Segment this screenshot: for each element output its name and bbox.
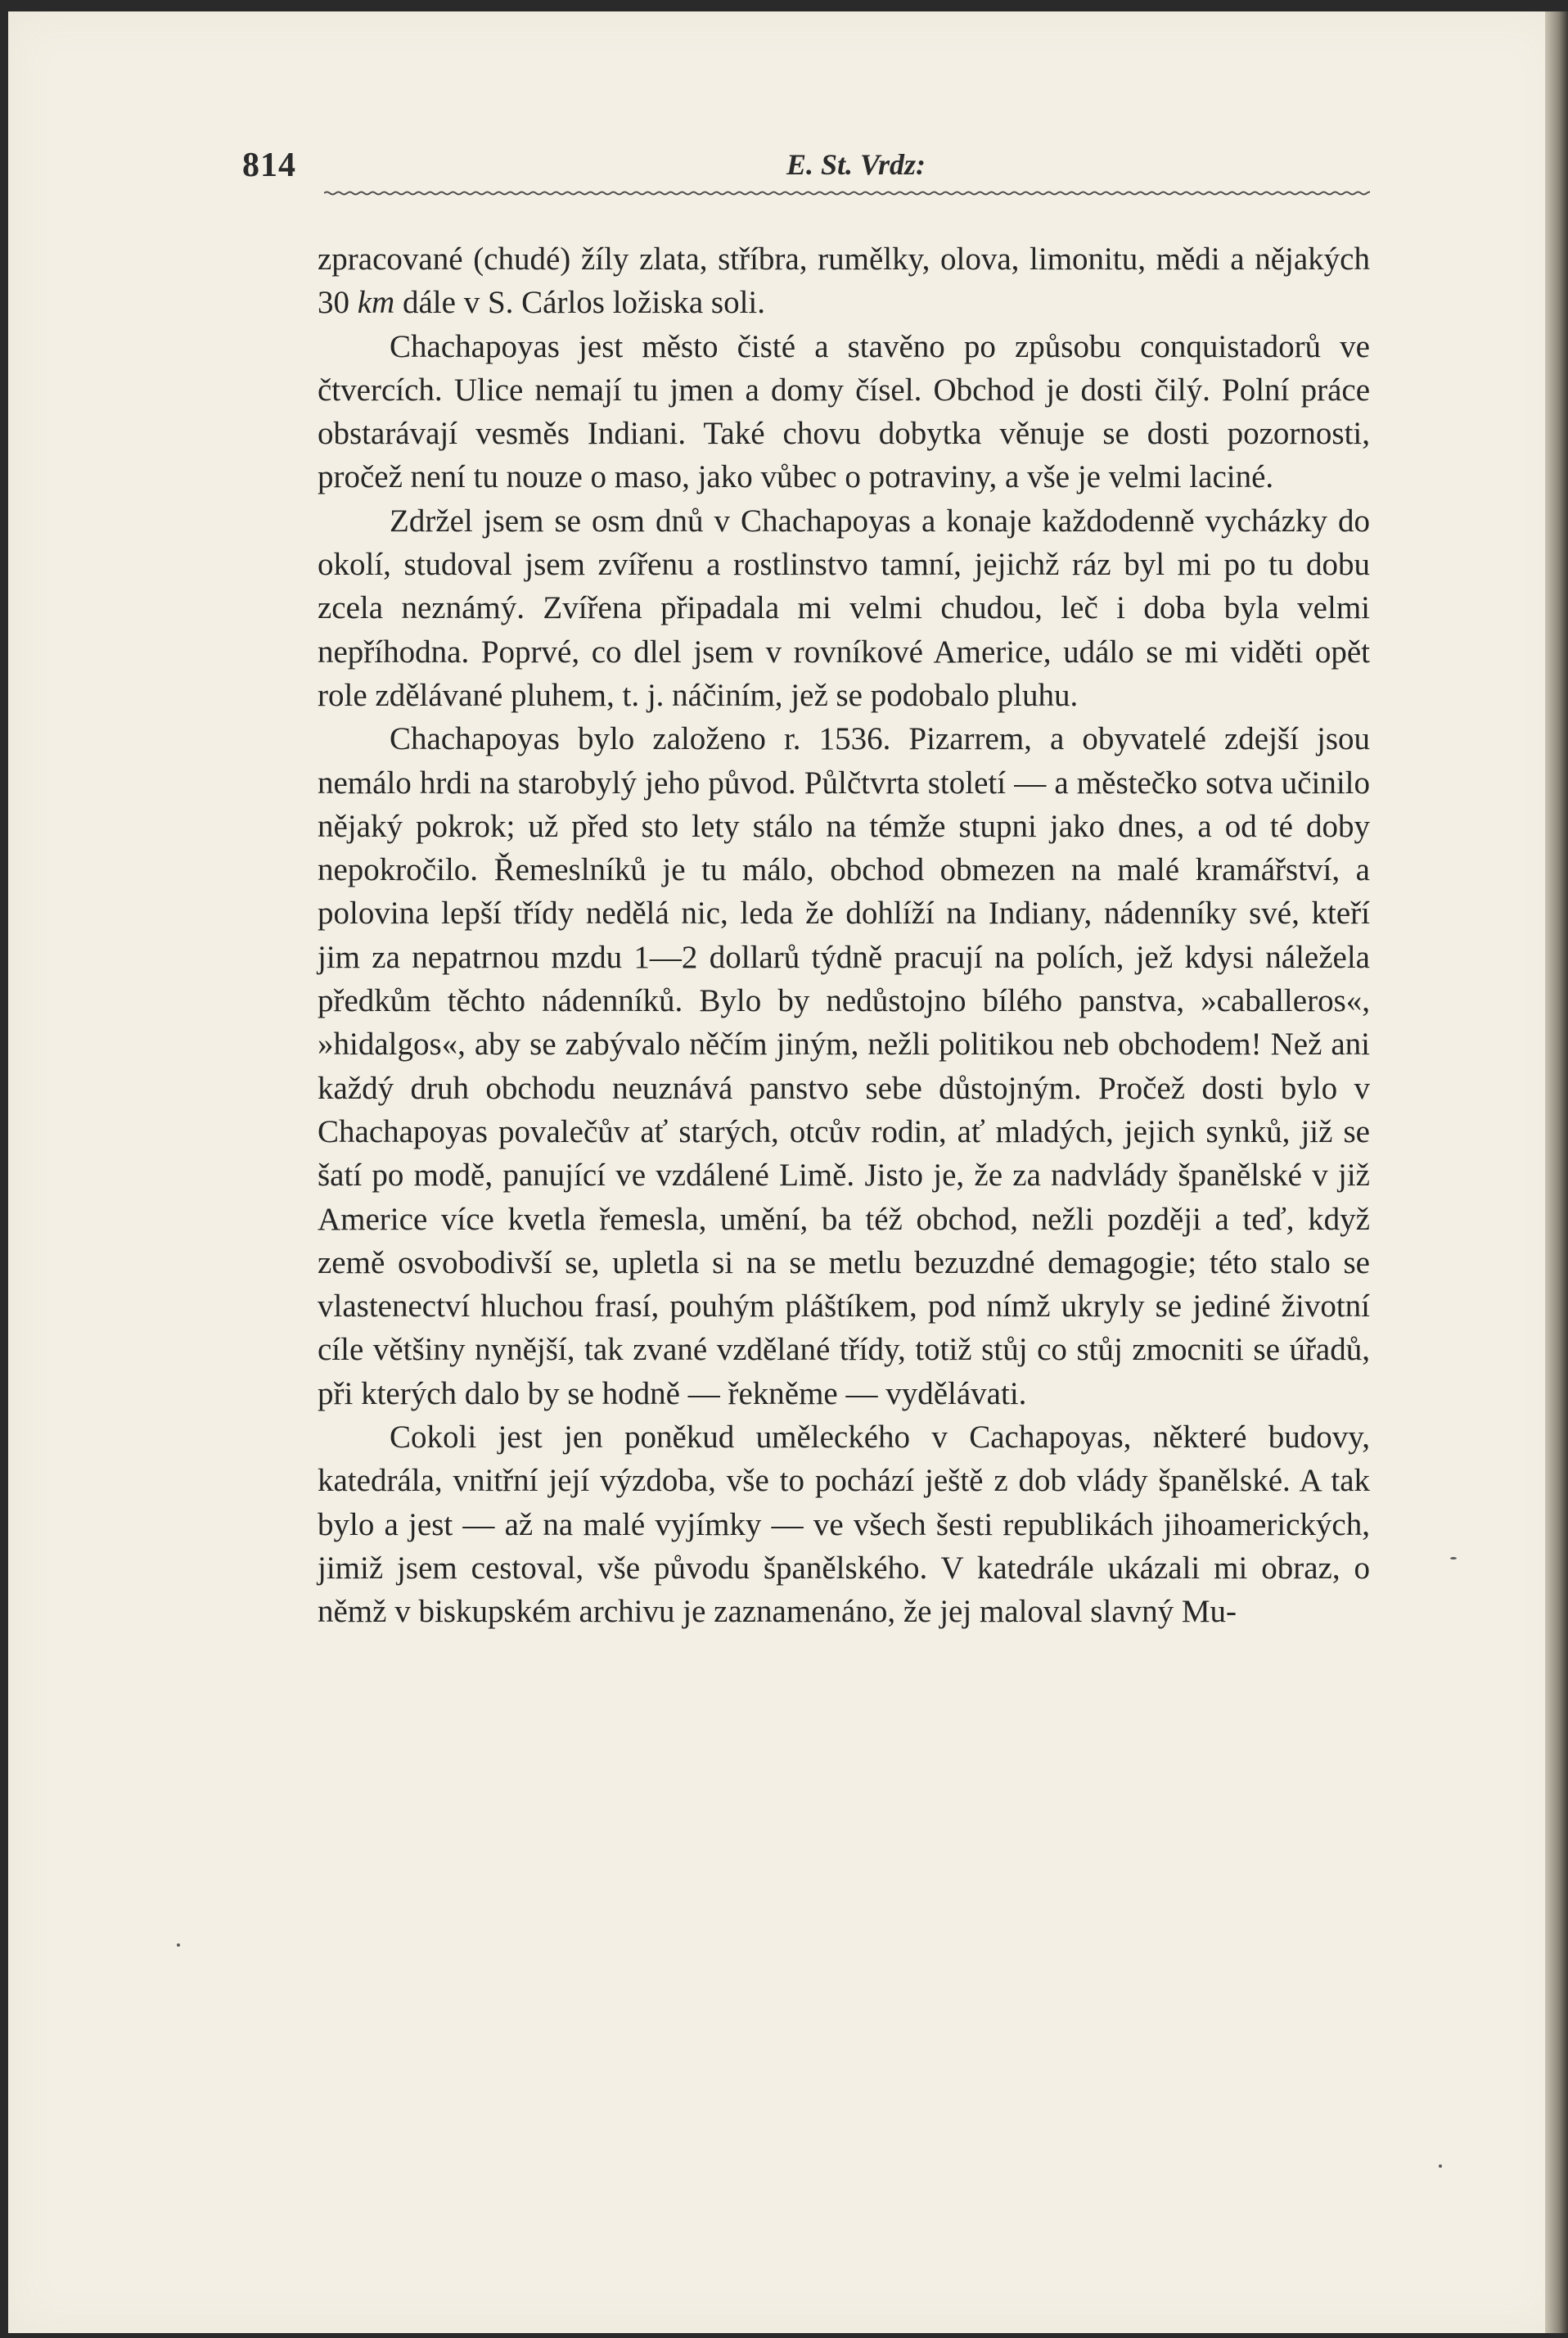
page-header — [242, 146, 1372, 195]
body-text — [318, 237, 1370, 1634]
wavy-rule-divider — [324, 188, 1370, 198]
paragraph: zpracované (chudé) žíly zlata, stříbra, rumělky, olova, limonitu, mědi a nějakých 30 km dále v S. Cárlos ložiska soli. — [318, 241, 1370, 321]
speck — [1439, 2164, 1442, 2168]
paragraph: Zdržel jsem se osm dnů v Chachapoyas a konaje každodenně vycházky do okolí, studoval jsem zvířenu a rostlinstvo tamní, jejichž ráz byl mi po tu dobu zcela neznámý. Zvířena připadala mi velmi chudou, leč i doba byla velmi nepříhodna. Poprvé, co dlel jsem v rovníkové Americe, událo se mi viděti opět role zdělávané pluhem, t. j. náčiním, jež se podobalo pluhu. — [318, 503, 1370, 713]
unit-km: km — [357, 285, 395, 321]
paragraph: Cokoli jest jen poněkud uměleckého v Cachapoyas, některé budovy, katedrála, vnitřní její výzdoba, vše to pochází ještě z dob vlády španělské. A tak bylo a jest — až na malé vyjímky — ve všech šesti republikách jihoamerických, jimiž jsem cestoval, vše původu španělského. V katedrále ukázali mi obraz, o němž v biskupském archivu je zaznamenáno, že jej maloval slavný Mu- — [318, 1420, 1370, 1630]
book-edge — [1545, 11, 1568, 2333]
paragraph: Chachapoyas jest město čisté a stavěno po způsobu conquistadorů ve čtvercích. Ulice nemají tu jmen a domy čísel. Obchod je dosti čilý. Polní práce obstarávají vesměs Indiani. Také chovu dobytka věnuje se dosti pozornosti, pročež není tu nouze o maso, jako vůbec o potraviny, a vše je velmi laciné. — [318, 328, 1370, 495]
page-number: 814 — [242, 147, 296, 184]
running-head: E. St. Vrdz: — [786, 148, 926, 181]
speck — [1450, 1557, 1457, 1559]
speck — [177, 1943, 180, 1947]
paragraph: Chachapoyas bylo založeno r. 1536. Pizarrem, a obyvatelé zdejší jsou nemálo hrdi na starobylý jeho původ. Půlčtvrta století — a městečko sotva učinilo nějaký pokrok; už před sto lety stálo na témže stupni jako dnes, a od té doby nepokročilo. Řemeslníků je tu málo, obchod obmezen na malé kramářství, a polovina lepší třídy nedělá nic, leda že dohlíží na Indiany, nádenníky své, kteří jim za nepatrnou mzdu 1—2 dollarů týdně pracují na polích, jež kdysi náležela předkům těchto nádenníků. Bylo by nedůstojno bílého panstva, »caballeros«, »hidalgos«, aby se zabývalo něčím jiným, nežli politikou neb obchodem! Než ani každý druh obchodu neuznává panstvo sebe důstojným. Pročež dosti bylo v Chachapoyas povalečův ať starých, otcův rodin, ať mladých, jejich synků, již se šatí po modě, panující ve vzdálené Limě. Jisto je, že za nadvlády španělské v již Americe více kvetla řemesla, umění, ba též obchod, nežli později a teď, když země osvobodivší se, upletla si na se metlu bezuzdné demagogie; této stalo se vlastenectví hluchou frasí, pouhým pláštíkem, pod nímž ukryly se jediné životní cíle většiny nynější, tak zvané vzdělané třídy, totiž stůj co stůj zmocniti se úřadů, při kterých dalo by se hodně — řekněme — vydělávati. — [318, 721, 1370, 1411]
